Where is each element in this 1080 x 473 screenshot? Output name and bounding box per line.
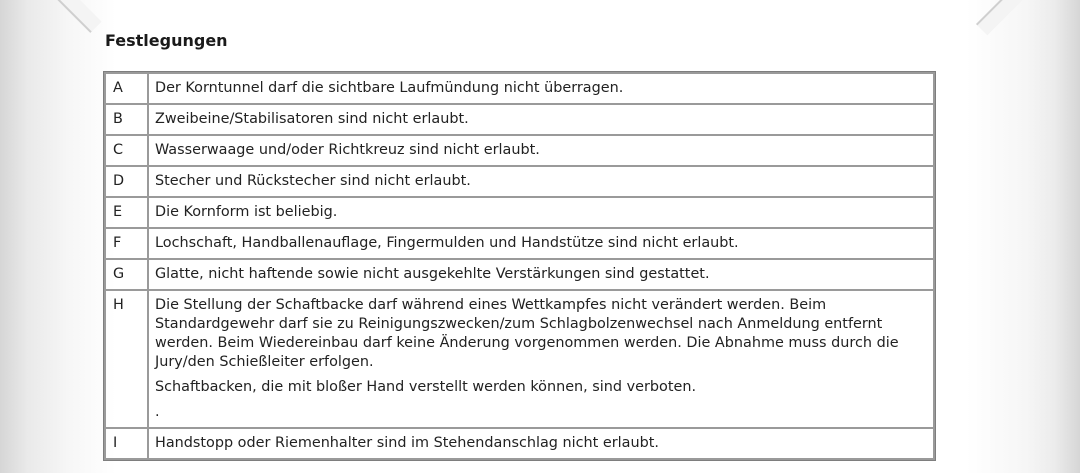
table-row [105,228,934,259]
row-text [148,428,934,459]
row-text [148,166,934,197]
table-row [105,135,934,166]
row-letter: D [105,166,148,197]
row-text [148,228,934,259]
row-text [148,197,934,228]
row-letter: H [105,290,148,428]
table-row [105,290,934,428]
table-row [105,166,934,197]
table-row [105,73,934,104]
row-paragraph: Die Stellung der Schaftbacke darf während eines Wettkampfes nicht verändert werden. Beim Standardgewehr darf sie zu Reinigungszwecken/zum Schlagbolzenwechsel nach Anmeldung entfernt werden. Beim Wiedereinbau darf keine Änderung vorgenommen werden. Die Abnahme muss durch die Jury/den Schießleiter erfolgen. [155,297,899,370]
row-paragraph: Schaftbacken, die mit bloßer Hand verstellt werden können, sind verboten. [155,379,697,395]
row-paragraph: Der Korntunnel darf die sichtbare Laufmündung nicht überragen. [155,80,624,96]
row-paragraph: Glatte, nicht haftende sowie nicht ausgekehlte Verstärkungen sind gestattet. [155,266,710,282]
background-left [0,0,26,473]
table-row [105,428,934,459]
table-row [105,197,934,228]
section-heading: Festlegungen [105,31,228,50]
background-right [1054,0,1080,473]
row-text [148,135,934,166]
table-row [105,259,934,290]
row-paragraph: Stecher und Rückstecher sind nicht erlaubt. [155,173,471,189]
row-letter: B [105,104,148,135]
rules-table [104,72,935,460]
row-paragraph: Die Kornform ist beliebig. [155,204,338,220]
row-paragraph: . [155,404,160,420]
row-paragraph: Lochschaft, Handballenauflage, Fingermulden und Handstütze sind nicht erlaubt. [155,235,739,251]
row-text [148,104,934,135]
row-text [148,290,934,428]
table-row [105,104,934,135]
row-text [148,73,934,104]
row-letter: C [105,135,148,166]
row-letter: F [105,228,148,259]
row-letter: I [105,428,148,459]
row-letter: G [105,259,148,290]
row-paragraph: Handstopp oder Riemenhalter sind im Stehendanschlag nicht erlaubt. [155,435,659,451]
row-text [148,259,934,290]
row-paragraph: Zweibeine/Stabilisatoren sind nicht erlaubt. [155,111,469,127]
row-paragraph: Wasserwaage und/oder Richtkreuz sind nicht erlaubt. [155,142,540,158]
row-letter: E [105,197,148,228]
row-letter: A [105,73,148,104]
